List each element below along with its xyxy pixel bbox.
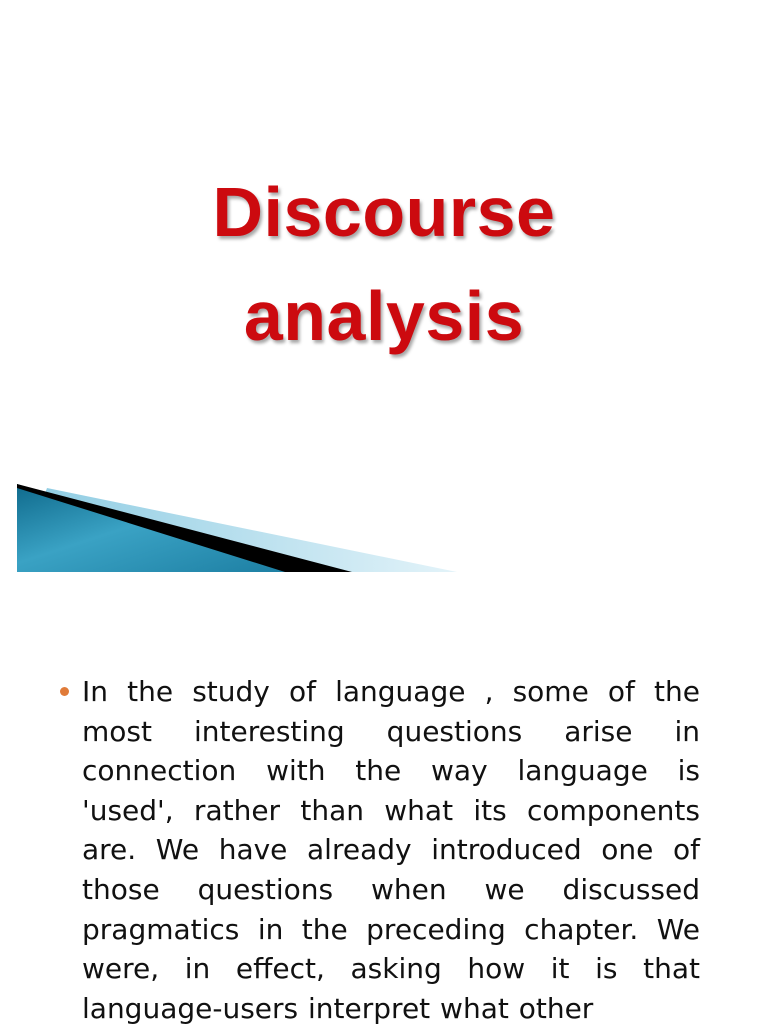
slide-title (0, 160, 768, 368)
title-line-1: Discourse (212, 173, 556, 251)
title-line-2: analysis (243, 277, 525, 355)
bullet-text: In the study of language , some of the most interesting questions arise in connection with the way language is 'used', rather than what its components are. We have already introduced one of those questions when we discussed pragmatics in the preceding chapter. We were, in effect, asking how it is that language-users interpret what other (82, 675, 700, 1025)
bullet-dot-icon (60, 687, 69, 696)
decorative-wedge-graphic (17, 484, 457, 574)
slide-body (60, 672, 700, 1028)
bullet-item (60, 672, 700, 1028)
